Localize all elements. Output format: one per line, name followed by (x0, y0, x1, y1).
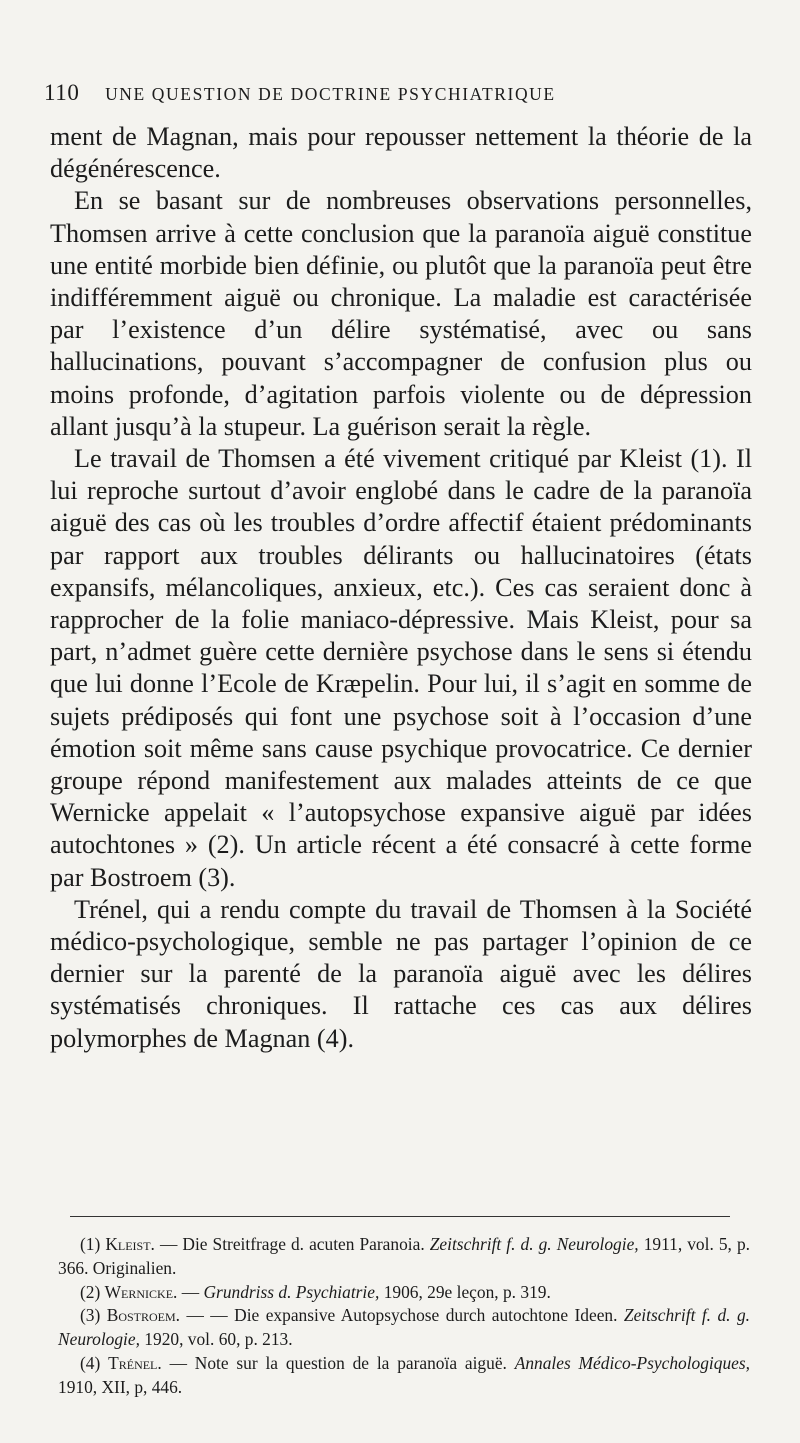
footnote-journal: Annales Médico-Psychologiques, (514, 1352, 750, 1373)
footnote-dash: — — (180, 1305, 235, 1326)
footnote-author: Bostroem. (106, 1305, 181, 1326)
footnote-text-after: 1911, vol. 5, p. 366. Originalien. (58, 1234, 750, 1278)
footnote-4 (58, 1352, 750, 1400)
page-number: 110 (44, 80, 80, 105)
footnote-1 (58, 1233, 750, 1281)
paragraph-2: En se basant sur de nombreuses observations personnelles, Thomsen arrive à cette conclusion que la paranoïa aiguë constitue une entité morbide bien définie, ou plutôt que la paranoïa peut être indifféremment aiguë ou chronique. La maladie est caractérisée par l’existence d’un délire systématisé, avec ou sans hallucinations, pouvant s’accompagner de confusion plus ou moins profonde, d’agitation parfois violente ou de dépression allant jusqu’à la stupeur. La guérison serait la règle. (50, 186, 752, 441)
footnote-3 (58, 1304, 750, 1352)
footnote-dash: — (177, 1281, 204, 1302)
footnote-text: Die Streitfrage d. acuten Paranoia. (182, 1234, 430, 1254)
footnote-author: Trénel. (108, 1352, 162, 1373)
footnote-dash: — (161, 1352, 195, 1373)
footnote-text-after: 1910, XII, p, 446. (58, 1376, 183, 1397)
paragraph-4: Trénel, qui a rendu compte du travail de Thomsen à la Société médico-psychologique, semble ne pas partager l’opinion de ce dernier sur la parenté de la paranoïa aiguë avec les délires systématisés chroniques. Il rattache ces cas aux délires polymorphes de Magnan (4). (50, 894, 752, 1053)
footnote-text-after: 1906, 29e leçon, p. 319. (379, 1281, 551, 1302)
body-text (50, 121, 752, 1055)
footnote-text-after: 1920, vol. 60, p. 213. (139, 1329, 293, 1350)
footnote-journal: Grundriss d. Psychiatrie, (203, 1281, 380, 1302)
footnote-author: Kleist. (105, 1234, 155, 1254)
footnote-marker: (1) (80, 1234, 101, 1254)
footnote-journal: Zeitschrift f. d. g. Neurologie, (58, 1305, 751, 1350)
footnotes (58, 1233, 750, 1400)
running-title: UNE QUESTION DE DOCTRINE PSYCHIATRIQUE (105, 84, 556, 104)
footnote-marker: (2) (80, 1281, 101, 1302)
footnote-marker: (4) (80, 1352, 101, 1373)
footnote-text: Die expansive Autopsychose durch autochtone Ideen. (234, 1305, 624, 1326)
footnote-2 (58, 1281, 750, 1305)
footnote-rule (70, 1216, 730, 1217)
running-header (44, 80, 684, 106)
paragraph-3: Le travail de Thomsen a été vivement critiqué par Kleist (1). Il lui reproche surtout d’avoir englobé dans le cadre de la paranoïa aiguë des cas où les troubles d’ordre affectif étaient prédominants par rapport aux troubles délirants ou hallucinatoires (états expansifs, mélancoliques, anxieux, etc.). Ces cas seraient donc à rapprocher de la folie maniaco-dépressive. Mais Kleist, pour sa part, n’admet guère cette dernière psychose dans le sens si étendu que lui donne l’Ecole de Kræpelin. Pour lui, il s’agit en somme de sujets prédiposés qui font une psychose soit à l’occasion d’une émotion soit même sans cause psychique provocatrice. Ce dernier groupe répond manifestement aux malades atteints de ce que Wernicke appelait « l’autopsychose expansive aiguë par idées autochtones » (2). Un article récent a été consacré à cette forme par Bostroem (3). (50, 444, 752, 892)
footnote-marker: (3) (80, 1305, 101, 1326)
footnote-author: Wernicke. (104, 1281, 178, 1302)
paragraph-1: ment de Magnan, mais pour repousser nettement la théorie de la dégénérescence. (50, 122, 752, 184)
footnote-dash: — (154, 1234, 183, 1254)
footnote-text: Note sur la question de la paranoïa aiguë. (194, 1352, 515, 1373)
footnote-journal: Zeitschrift f. d. g. Neurologie, (429, 1234, 639, 1254)
